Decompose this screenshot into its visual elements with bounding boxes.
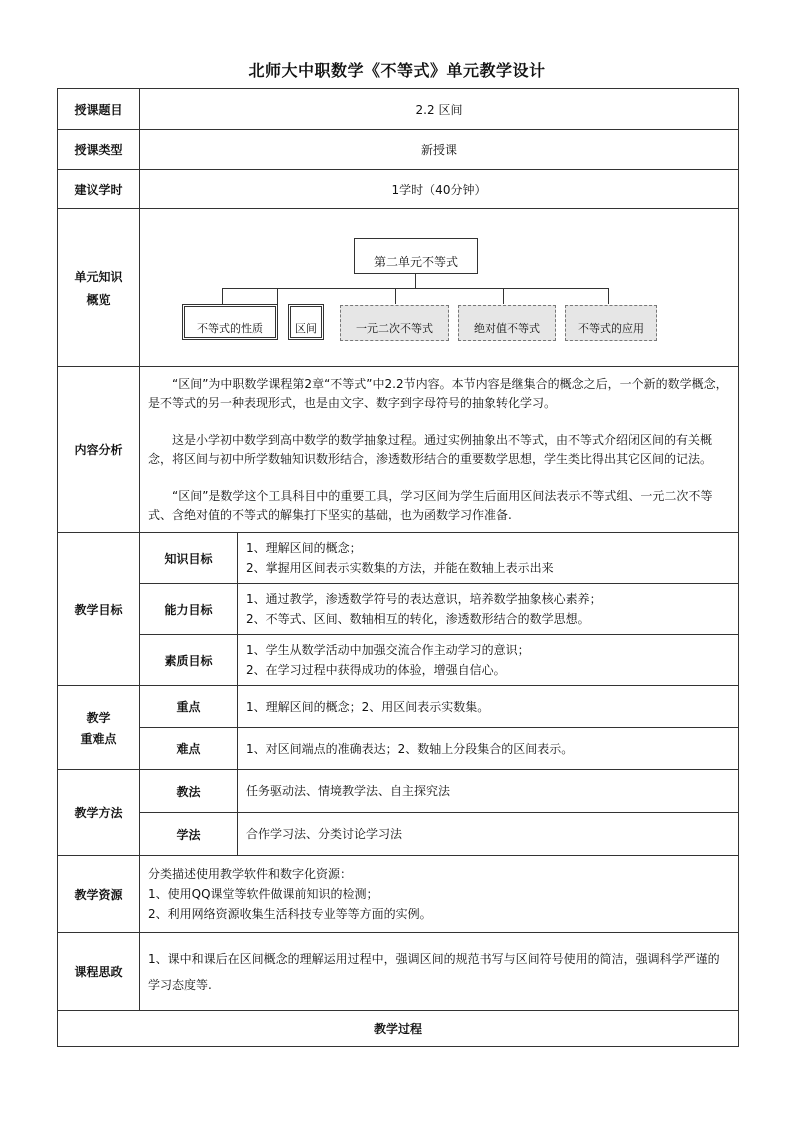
diagram-connector xyxy=(608,288,609,304)
ideology-text: 1、课中和课后在区间概念的理解运用过程中，强调区间的规范书写与区间符号使用的简洁，强调科学严谨的学习态度等. xyxy=(140,933,739,1011)
goal-quality-label: 素质目标 xyxy=(140,635,238,686)
process-label: 教学过程 xyxy=(58,1011,739,1047)
row-goal-ability xyxy=(58,584,739,635)
row-method-learning xyxy=(58,813,739,856)
diagram-connector xyxy=(222,288,223,304)
overview-chart-cell xyxy=(140,209,739,367)
learning-method-label: 学法 xyxy=(140,813,238,856)
overview-label xyxy=(58,209,140,367)
row-type xyxy=(58,130,739,170)
row-goal-quality xyxy=(58,635,739,686)
resource-line: 分类描述使用教学软件和数字化资源： xyxy=(148,867,353,881)
analysis-content xyxy=(140,367,739,533)
difficulty-label: 难点 xyxy=(140,728,238,770)
learning-method-text: 合作学习法、分类讨论学习法 xyxy=(238,813,739,856)
keypoints-label xyxy=(58,686,140,770)
resource-line: 2、利用网络资源收集生活科技专业等等方面的实例。 xyxy=(148,907,432,921)
unit-structure-diagram xyxy=(140,210,738,366)
overview-label-line2: 概览 xyxy=(86,292,111,307)
diagram-connector xyxy=(277,288,278,304)
keypoints-label-line1: 教学 xyxy=(86,710,111,725)
goal-line: 1、理解区间的概念； xyxy=(246,541,362,555)
analysis-paragraph: 这是小学初中数学到高中数学的数学抽象过程。通过实例抽象出不等式，由不等式介绍闭区间的有关概念，将区间与初中所学数轴知识数形结合，渗透数形结合的重要数学思想，学生类比得出其它区间的记法。 xyxy=(148,432,713,466)
row-ideology xyxy=(58,933,739,1011)
row-resources xyxy=(58,856,739,933)
goal-knowledge-text xyxy=(238,533,739,584)
teaching-method-text: 任务驱动法、情境教学法、自主探究法 xyxy=(238,770,739,813)
document-title: 北师大中职数学《不等式》单元教学设计 xyxy=(248,61,546,80)
goals-label: 教学目标 xyxy=(58,533,140,686)
teaching-method-label: 教法 xyxy=(140,770,238,813)
methods-label: 教学方法 xyxy=(58,770,140,856)
resources-text xyxy=(140,856,739,933)
goal-line: 1、通过教学，渗透数学符号的表达意识，培养数学抽象核心素养； xyxy=(246,592,602,606)
difficulty-text: 1、对区间端点的准确表达；2、数轴上分段集合的区间表示。 xyxy=(238,728,739,770)
analysis-label: 内容分析 xyxy=(58,367,140,533)
ideology-label: 课程思政 xyxy=(58,933,140,1011)
goal-line: 1、学生从数学活动中加强交流合作主动学习的意识； xyxy=(246,643,530,657)
row-topic xyxy=(58,89,739,130)
goal-line: 2、在学习过程中获得成功的体验，增强自信心。 xyxy=(246,663,506,677)
goal-knowledge-label: 知识目标 xyxy=(140,533,238,584)
diagram-connector xyxy=(395,288,396,304)
diagram-child-box: 一元二次不等式 xyxy=(340,305,449,341)
lesson-design-table xyxy=(57,88,739,1047)
goal-quality-text xyxy=(238,635,739,686)
topic-label: 授课题目 xyxy=(58,89,140,130)
row-analysis xyxy=(58,367,739,533)
resources-label: 教学资源 xyxy=(58,856,140,933)
type-label: 授课类型 xyxy=(58,130,140,170)
diagram-connector xyxy=(415,274,416,288)
diagram-connector xyxy=(503,288,504,304)
type-value: 新授课 xyxy=(140,130,739,170)
row-keypoint-difficult xyxy=(58,728,739,770)
topic-value: 2.2 区间 xyxy=(140,89,739,130)
diagram-root-box: 第二单元不等式 xyxy=(354,238,478,274)
keypoint-label: 重点 xyxy=(140,686,238,728)
row-goal-knowledge xyxy=(58,533,739,584)
overview-label-line1: 单元知识 xyxy=(74,269,123,284)
analysis-paragraph: “区间”是数学这个工具科目中的重要工具，学习区间为学生后面用区间法表示不等式组、一元二次不等式、含绝对值的不等式的解集打下坚实的基础，也为函数学习作准备. xyxy=(148,488,713,522)
diagram-connector xyxy=(222,288,609,289)
hours-label: 建议学时 xyxy=(58,170,140,209)
goal-line: 2、掌握用区间表示实数集的方法，并能在数轴上表示出来 xyxy=(246,561,554,575)
diagram-child-box: 区间 xyxy=(288,304,324,340)
keypoint-text: 1、理解区间的概念；2、用区间表示实数集。 xyxy=(238,686,739,728)
row-overview xyxy=(58,209,739,367)
analysis-paragraph: “区间”为中职数学课程第2章“不等式”中2.2节内容。本节内容是继集合的概念之后，一个新的数学概念，是不等式的另一种表现形式，也是由文字、数字到字母符号的抽象转化学习。 xyxy=(148,376,728,410)
goal-ability-label: 能力目标 xyxy=(140,584,238,635)
diagram-child-box: 不等式的应用 xyxy=(565,305,657,341)
diagram-child-box: 不等式的性质 xyxy=(182,304,278,340)
row-keypoint-main xyxy=(58,686,739,728)
keypoints-label-line2: 重难点 xyxy=(80,731,117,746)
goal-line: 2、不等式、区间、数轴相互的转化，渗透数形结合的数学思想。 xyxy=(246,612,590,626)
hours-value: 1学时（40分钟） xyxy=(140,170,739,209)
resource-line: 1、使用QQ课堂等软件做课前知识的检测； xyxy=(148,887,379,901)
row-method-teaching xyxy=(58,770,739,813)
row-process xyxy=(58,1011,739,1047)
goal-ability-text xyxy=(238,584,739,635)
diagram-child-box: 绝对值不等式 xyxy=(458,305,556,341)
row-hours xyxy=(58,170,739,209)
